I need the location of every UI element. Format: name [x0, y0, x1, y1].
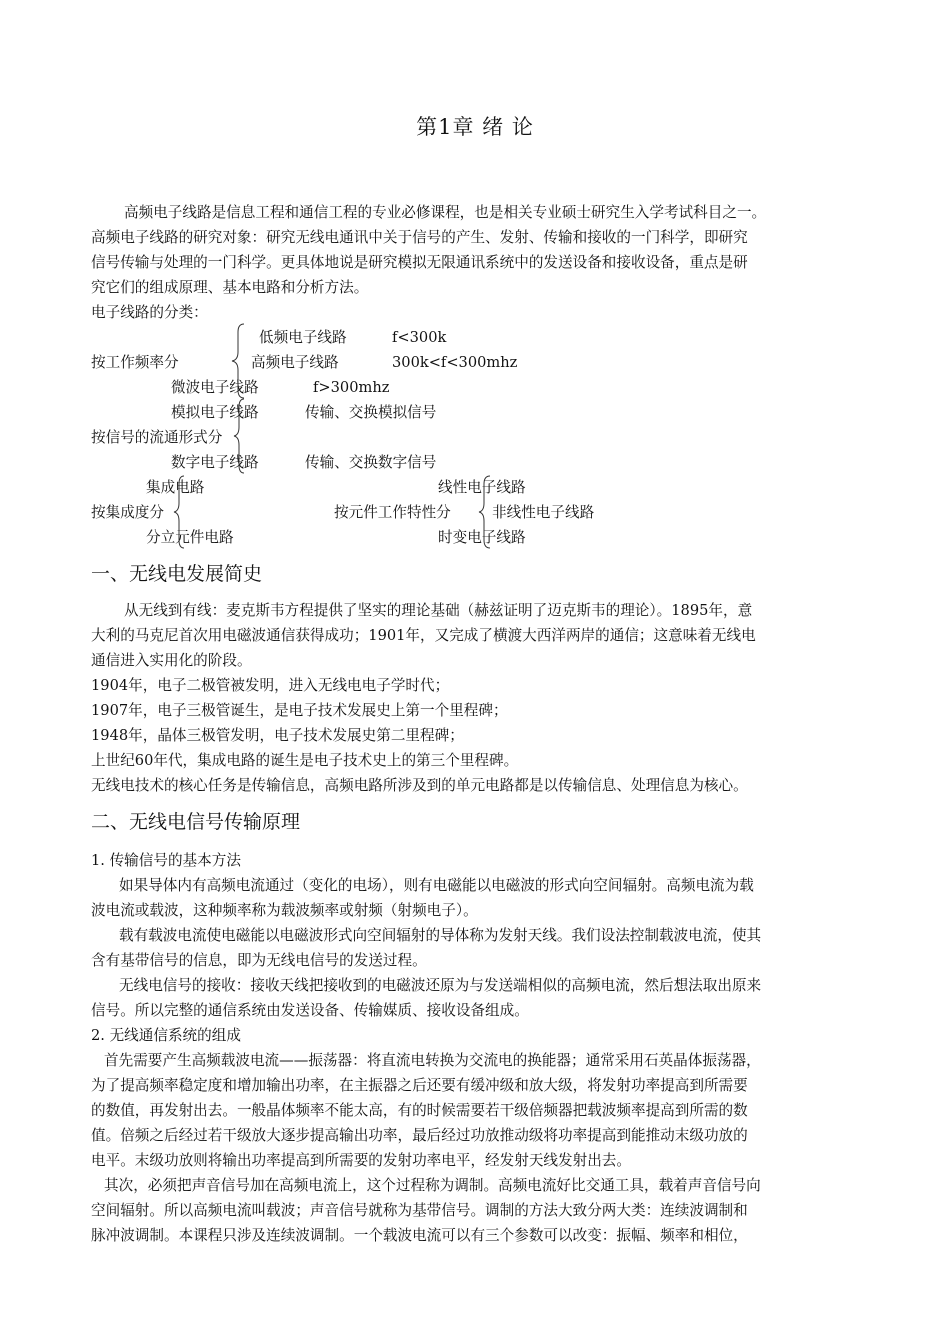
- section1-line: 1907年，电子三极管诞生，是电子技术发展史上第一个里程碑；: [91, 702, 508, 719]
- section2-line: 载有载波电流使电磁能以电磁波形式向空间辐射的导体称为发射天线。我们设法控制载波电流，使其: [119, 927, 762, 944]
- analog-desc: 传输、交换模拟信号: [305, 404, 437, 421]
- section1-line: 1904年，电子二极管被发明，进入无线电电子学时代；: [91, 677, 450, 694]
- freq-group-label: 按工作频率分: [91, 354, 179, 371]
- high-freq-range: 300k<f<300mhz: [392, 354, 518, 371]
- microwave-label: 微波电子线路: [171, 379, 259, 396]
- high-freq-label: 高频电子线路: [251, 354, 339, 371]
- integration-brace-icon: [172, 474, 188, 550]
- low-freq-label: 低频电子线路: [259, 329, 347, 346]
- signal-group-label: 按信号的流通形式分: [91, 429, 223, 446]
- low-freq-range: f<300k: [392, 329, 447, 346]
- digital-label: 数字电子线路: [171, 454, 259, 471]
- element-group-label: 按元件工作特性分: [334, 504, 451, 521]
- section1-line: 1948年，晶体三极管发明，电子技术发展史第二里程碑；: [91, 727, 464, 744]
- section1-line: 通信进入实用化的阶段。: [91, 652, 252, 669]
- chapter-title: 第1章 绪 论: [416, 115, 534, 139]
- section2-line: 值。倍频之后经过若干级放大逐步提高输出功率，最后经过功放推动级将功率提高到能推动末级功放的: [91, 1127, 748, 1144]
- section2-line: 其次，必须把声音信号加在高频电流上，这个过程称为调制。高频电流好比交通工具，载着声音信号向: [104, 1177, 761, 1194]
- section2-line: 无线电信号的接收：接收天线把接收到的电磁波还原为与发送端相似的高频电流，然后想法取出原来: [119, 977, 762, 994]
- section2-subheading: 2. 无线通信系统的组成: [91, 1027, 241, 1044]
- section2-line: 脉冲波调制。本课程只涉及连续波调制。一个载波电流可以有三个参数可以改变：振幅、频率和相位，: [91, 1227, 748, 1244]
- section1-line: 无线电技术的核心任务是传输信息，高频电路所涉及到的单元电路都是以传输信息、处理信息为核心。: [91, 777, 748, 794]
- integrated-label: 集成电路: [146, 479, 205, 496]
- section1-line: 从无线到有线：麦克斯韦方程提供了坚实的理论基础（赫兹证明了迈克斯韦的理论）。1895年，意: [124, 602, 753, 619]
- timevarying-label: 时变电子线路: [438, 529, 526, 546]
- signal-brace-icon: [232, 397, 248, 475]
- intro-line: 高频电子线路是信息工程和通信工程的专业必修课程，也是相关专业硕士研究生入学考试科目之一。: [124, 204, 767, 221]
- section2-line: 波电流或载波，这种频率称为载波频率或射频（射频电子）。: [91, 902, 478, 919]
- section2-line: 的数值，再发射出去。一般晶体频率不能太高，有的时候需要若干级倍频器把载波频率提高到所需的数: [91, 1102, 748, 1119]
- section2-subheading: 1. 传输信号的基本方法: [91, 852, 241, 869]
- intro-line: 高频电子线路的研究对象：研究无线电通讯中关于信号的产生、发射、传输和接收的一门科学，即研究: [91, 229, 748, 246]
- digital-desc: 传输、交换数字信号: [305, 454, 437, 471]
- section2-line: 如果导体内有高频电流通过（变化的电场），则有电磁能以电磁波的形式向空间辐射。高频电流为载: [119, 877, 754, 894]
- section2-line: 为了提高频率稳定度和增加输出功率，在主振器之后还要有缓冲级和放大级，将发射功率提高到所需要: [91, 1077, 748, 1094]
- section1-line: 上世纪60年代，集成电路的诞生是电子技术史上的第三个里程碑。: [91, 752, 519, 769]
- nonlinear-label: 非线性电子线路: [492, 504, 595, 521]
- section2-line: 首先需要产生高频载波电流——振荡器：将直流电转换为交流电的换能器；通常采用石英晶体振荡器，: [104, 1052, 761, 1069]
- intro-line: 信号传输与处理的一门科学。更具体地说是研究模拟无限通讯系统中的发送设备和接收设备，重点是研: [91, 254, 748, 271]
- integration-group-label: 按集成度分: [91, 504, 164, 521]
- section2-line: 含有基带信号的信息，即为无线电信号的发送过程。: [91, 952, 427, 969]
- intro-line: 究它们的组成原理、基本电路和分析方法。: [91, 279, 369, 296]
- element-brace-icon: [476, 474, 494, 550]
- section2-heading: 二、无线电信号传输原理: [91, 811, 301, 833]
- section2-line: 信号。所以完整的通信系统由发送设备、传输媒质、接收设备组成。: [91, 1002, 529, 1019]
- section2-line: 空间辐射。所以高频电流叫载波；声音信号就称为基带信号。调制的方法大致分两大类：连续波调制和: [91, 1202, 748, 1219]
- discrete-label: 分立元件电路: [146, 529, 234, 546]
- analog-label: 模拟电子线路: [171, 404, 259, 421]
- section1-line: 大利的马克尼首次用电磁波通信获得成功；1901年，又完成了横渡大西洋两岸的通信；这意味着无线电: [91, 627, 756, 644]
- freq-brace-icon: [228, 322, 250, 400]
- section1-heading: 一、无线电发展简史: [91, 563, 263, 585]
- section2-line: 电平。末级功放则将输出功率提高到所需要的发射功率电平，经发射天线发射出去。: [91, 1152, 631, 1169]
- classification-label: 电子线路的分类：: [91, 304, 208, 321]
- microwave-range: f>300mhz: [313, 379, 390, 396]
- linear-label: 线性电子线路: [438, 479, 526, 496]
